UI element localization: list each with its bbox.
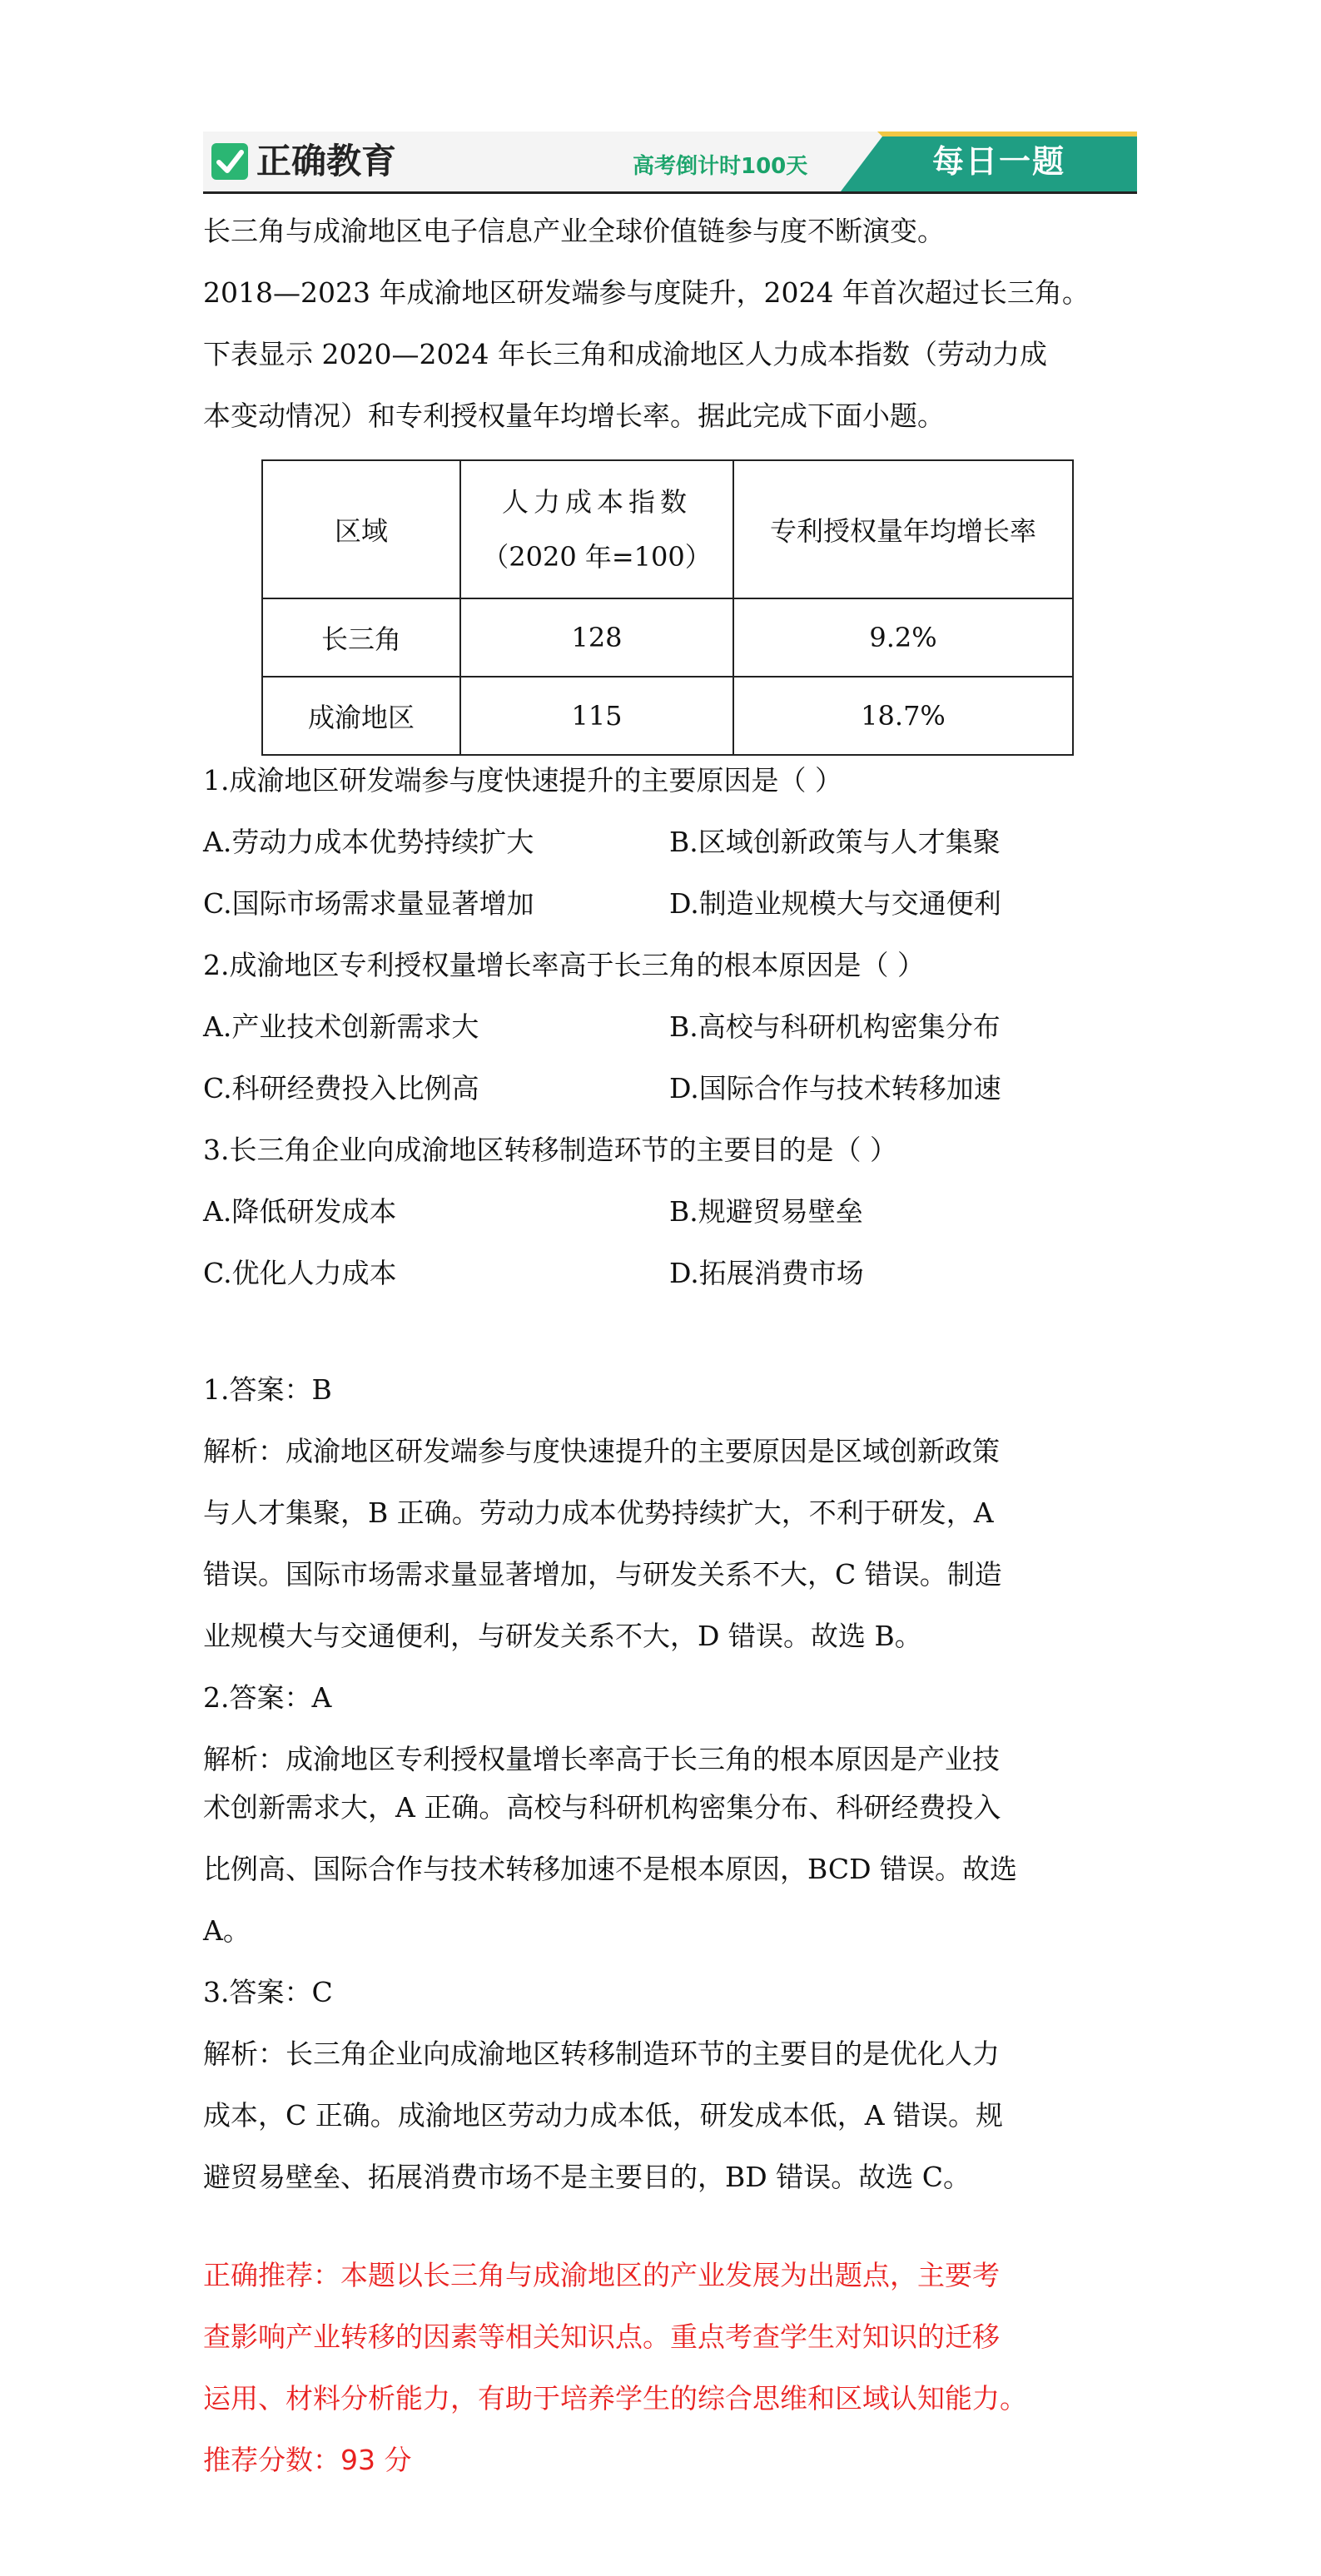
table-header-cell: 区域 xyxy=(262,460,460,598)
analysis-line: 比例高、国际合作与技术转移加速不是根本原因，BCD 错误。故选 xyxy=(203,1853,1018,1885)
intro-line: 下表显示 2020—2024 年长三角和成渝地区人力成本指数（劳动力成 xyxy=(203,338,1047,370)
logo-text: 正确教育 xyxy=(256,141,397,181)
recommendation-line: 正确推荐：本题以长三角与成渝地区的产业发展为出题点，主要考 xyxy=(203,2259,1000,2291)
question-option: C.国际市场需求量显著增加 xyxy=(203,887,534,920)
table-cell: 成渝地区 xyxy=(262,677,460,755)
answer-label: 1.答案：B xyxy=(203,1373,332,1406)
question-option: B.高校与科研机构密集分布 xyxy=(669,1010,1001,1043)
analysis-line: 解析：成渝地区研发端参与度快速提升的主要原因是区域创新政策 xyxy=(203,1435,1000,1467)
question-option: A.劳动力成本优势持续扩大 xyxy=(203,826,534,858)
recommendation-line: 运用、材料分析能力，有助于培养学生的综合思维和区域认知能力。 xyxy=(203,2382,1027,2415)
question-stem: 2.成渝地区专利授权量增长率高于长三角的根本原因是（ ） xyxy=(203,949,925,981)
table-cell: 18.7% xyxy=(733,677,1073,755)
table-cell: 128 xyxy=(460,598,733,677)
answer-label: 3.答案：C xyxy=(203,1976,333,2008)
recommendation-line: 查影响产业转移的因素等相关知识点。重点考查学生对知识的迁移 xyxy=(203,2320,1000,2353)
checkmark-icon xyxy=(211,143,248,180)
question-option: C.优化人力成本 xyxy=(203,1257,397,1289)
header-index-label: 人力成本指数 xyxy=(501,486,692,518)
question-stem: 1.成渝地区研发端参与度快速提升的主要原因是（ ） xyxy=(203,764,842,797)
table-cell: 长三角 xyxy=(262,598,460,677)
question-option: D.制造业规模大与交通便利 xyxy=(669,887,1001,920)
answer-label: 2.答案：A xyxy=(203,1681,332,1714)
header-index-base: （2020 年=100） xyxy=(482,541,712,573)
analysis-line: 避贸易壁垒、拓展消费市场不是主要目的，BD 错误。故选 C。 xyxy=(203,2161,971,2193)
header-divider xyxy=(203,191,1137,194)
countdown-text: 高考倒计时100天 xyxy=(633,154,808,179)
question-option: D.拓展消费市场 xyxy=(669,1257,864,1289)
question-option: B.区域创新政策与人才集聚 xyxy=(669,826,1001,858)
table-row xyxy=(262,677,1073,755)
table-row xyxy=(262,598,1073,677)
intro-line: 本变动情况）和专利授权量年均增长率。据此完成下面小题。 xyxy=(203,400,945,432)
analysis-line: 业规模大与交通便利，与研发关系不大，D 错误。故选 B。 xyxy=(203,1620,922,1652)
analysis-line: A。 xyxy=(203,1914,251,1947)
question-option: C.科研经费投入比例高 xyxy=(203,1072,479,1104)
table-header-cell: 专利授权量年均增长率 xyxy=(733,460,1073,598)
analysis-line: 解析：成渝地区专利授权量增长率高于长三角的根本原因是产业技 xyxy=(203,1743,1000,1775)
question-option: A.降低研发成本 xyxy=(203,1195,397,1228)
table-header-row xyxy=(262,460,1073,598)
intro-line: 长三角与成渝地区电子信息产业全球价值链参与度不断演变。 xyxy=(203,215,945,247)
table-cell: 115 xyxy=(460,677,733,755)
analysis-line: 错误。国际市场需求量显著增加，与研发关系不大，C 错误。制造 xyxy=(203,1558,1002,1591)
data-table xyxy=(261,459,1074,756)
analysis-line: 成本，C 正确。成渝地区劳动力成本低，研发成本低，A 错误。规 xyxy=(203,2099,1004,2132)
table-header-cell xyxy=(460,460,733,598)
question-option: B.规避贸易壁垒 xyxy=(669,1195,863,1228)
question-option: D.国际合作与技术转移加速 xyxy=(669,1072,1001,1104)
question-option: A.产业技术创新需求大 xyxy=(203,1010,479,1043)
table-cell: 9.2% xyxy=(733,598,1073,677)
analysis-line: 解析：长三角企业向成渝地区转移制造环节的主要目的是优化人力 xyxy=(203,2037,1000,2070)
question-stem: 3.长三角企业向成渝地区转移制造环节的主要目的是（ ） xyxy=(203,1134,897,1166)
intro-line: 2018—2023 年成渝地区研发端参与度陡升，2024 年首次超过长三角。 xyxy=(203,276,1090,309)
analysis-line: 与人才集聚，B 正确。劳动力成本优势持续扩大，不利于研发，A xyxy=(203,1496,994,1529)
daily-question-label: 每日一题 xyxy=(932,143,1066,180)
analysis-line: 术创新需求大，A 正确。高校与科研机构密集分布、科研经费投入 xyxy=(203,1791,1001,1824)
recommendation-score: 推荐分数：93 分 xyxy=(203,2444,412,2476)
